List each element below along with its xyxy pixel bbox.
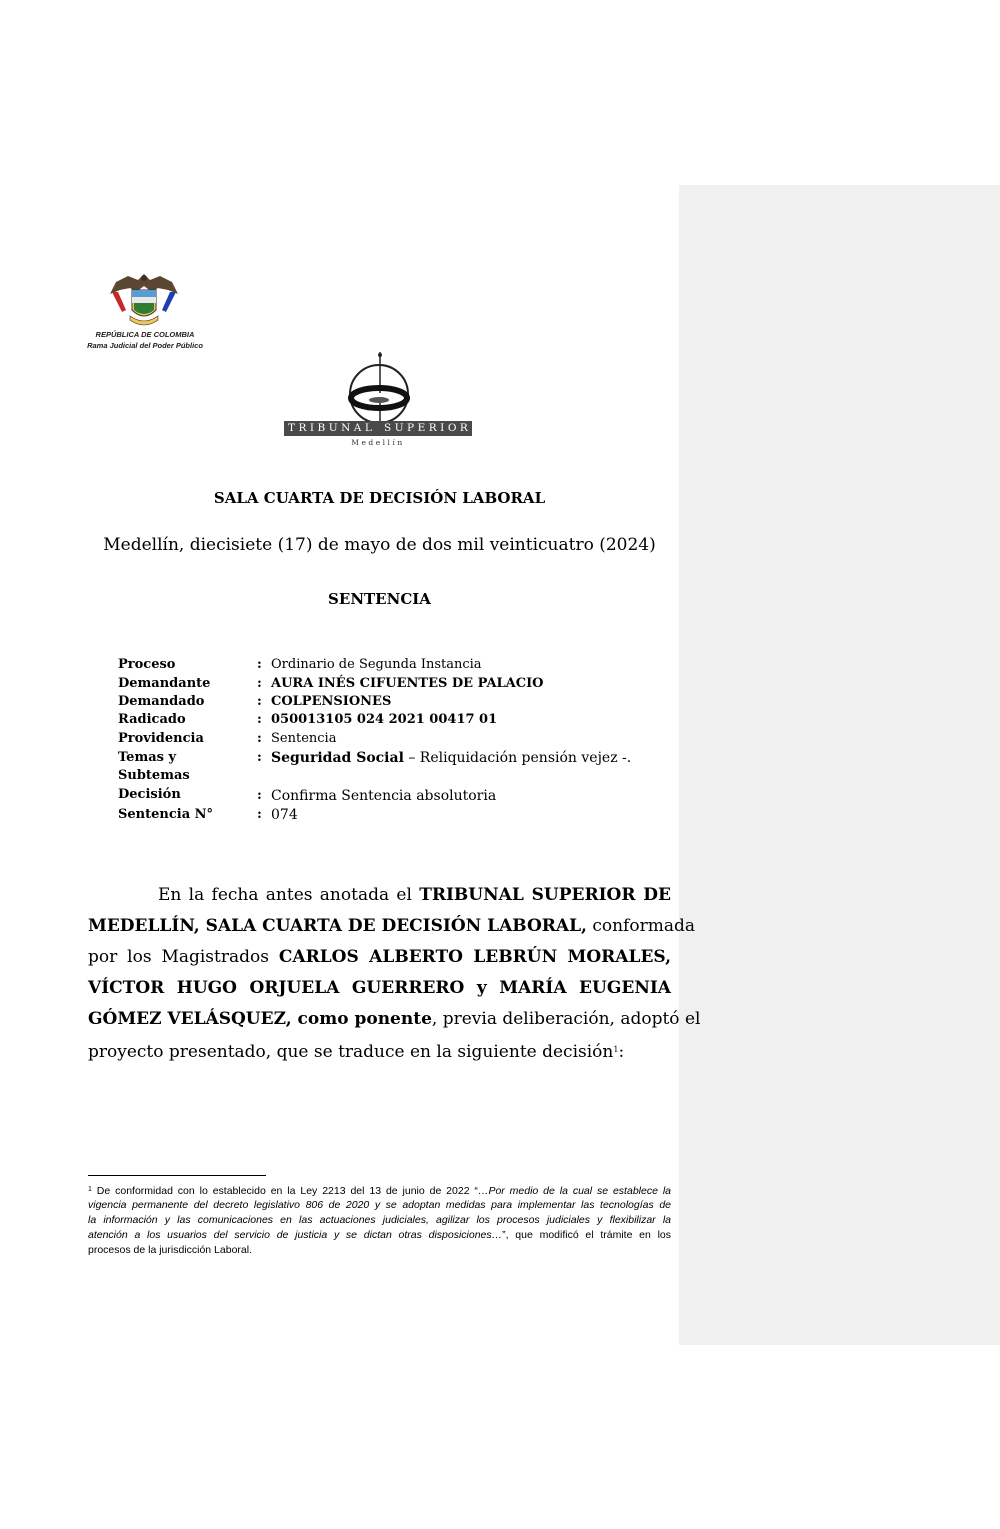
sala-heading: SALA CUARTA DE DECISIÓN LABORAL bbox=[213, 489, 546, 507]
paragraph-bold-text: MEDELLÍN, SALA CUARTA DE DECISIÓN LABORAL, bbox=[88, 916, 587, 936]
tribunal-city: Medellín bbox=[351, 438, 405, 447]
footnote-reference[interactable]: 1 bbox=[613, 1045, 619, 1054]
paragraph-text: conformada bbox=[586, 916, 695, 936]
info-value: 050013105 024 2021 00417 01 bbox=[271, 712, 498, 727]
info-colon: : bbox=[257, 657, 262, 672]
footnote-text: ”, que modificó el trámite en los bbox=[502, 1229, 671, 1241]
paragraph-text: , previa deliberación, adoptó el bbox=[431, 1009, 701, 1029]
footnote-italic-text: …Por medio de la cual se establece la bbox=[477, 1185, 671, 1197]
tribunal-word-2: SUPERIOR bbox=[384, 422, 472, 434]
footnote-line bbox=[88, 1213, 671, 1227]
info-value: Ordinario de Segunda Instancia bbox=[271, 657, 482, 672]
paragraph-text: proyecto presentado, que se traduce en la siguiente decisión bbox=[88, 1042, 614, 1062]
paragraph-bold-text: TRIBUNAL SUPERIOR DE bbox=[419, 885, 671, 905]
footnote-italic-text: atención a los usuarios del servicio de justicia y se dictan otras disposiciones… bbox=[88, 1229, 503, 1241]
info-label: Decisión bbox=[118, 787, 181, 802]
info-value: COLPENSIONES bbox=[271, 694, 392, 709]
tribunal-superior-emblem-icon bbox=[343, 352, 413, 424]
info-value: AURA INÉS CIFUENTES DE PALACIO bbox=[271, 676, 544, 691]
info-label: Demandado bbox=[118, 694, 205, 709]
info-label: Subtemas bbox=[118, 768, 190, 783]
judicial-branch-name: Rama Judicial del Poder Público bbox=[87, 341, 203, 350]
paragraph-bold-text: CARLOS ALBERTO LEBRÚN MORALES, bbox=[278, 947, 671, 967]
info-label: Sentencia N° bbox=[118, 807, 214, 822]
tribunal-name-bar bbox=[284, 421, 472, 436]
info-value bbox=[271, 749, 631, 767]
info-colon: : bbox=[257, 676, 262, 691]
info-colon: : bbox=[257, 750, 262, 765]
info-colon: : bbox=[257, 788, 262, 803]
footnote-line bbox=[88, 1228, 671, 1242]
footnote-text: De conformidad con lo establecido en la Ley 2213 del 13 de junio de 2022 “ bbox=[91, 1185, 478, 1197]
paragraph-line bbox=[88, 915, 695, 937]
footnote-line bbox=[88, 1183, 671, 1198]
info-value: Confirma Sentencia absolutoria bbox=[271, 788, 497, 804]
info-label: Radicado bbox=[118, 712, 186, 727]
comment-margin-pane bbox=[679, 185, 1000, 1345]
republic-name: REPÚBLICA DE COLOMBIA bbox=[95, 330, 195, 339]
info-colon: : bbox=[257, 807, 262, 822]
info-value: Sentencia bbox=[271, 731, 337, 746]
info-value: 074 bbox=[271, 807, 298, 823]
info-label: Temas y bbox=[118, 750, 177, 765]
paragraph-line bbox=[88, 1039, 671, 1063]
paragraph-text: por los Magistrados bbox=[88, 947, 279, 967]
footnote-line bbox=[88, 1198, 671, 1212]
paragraph-bold-text: VÍCTOR HUGO ORJUELA GUERRERO y MARÍA EUGENIA bbox=[88, 978, 671, 998]
paragraph-line bbox=[158, 884, 671, 906]
info-value-bold: Seguridad Social bbox=[271, 750, 404, 766]
footnote-line: procesos de la jurisdicción Laboral. bbox=[88, 1244, 253, 1256]
footnote-number: 1 bbox=[88, 1186, 92, 1193]
info-value-rest: – Reliquidación pensión vejez -. bbox=[403, 750, 632, 766]
paragraph-text: : bbox=[618, 1042, 625, 1062]
document-type-heading: SENTENCIA bbox=[328, 590, 431, 608]
info-colon: : bbox=[257, 731, 262, 746]
paragraph-line bbox=[88, 977, 671, 999]
paragraph-line bbox=[88, 1008, 701, 1030]
info-colon: : bbox=[257, 712, 262, 727]
footnote-italic-text: la información y las comunicaciones en las actuaciones judiciales, agilizar los procesos judiciales y flexibilizar la bbox=[88, 1214, 671, 1226]
info-label: Demandante bbox=[118, 676, 211, 691]
paragraph-line bbox=[88, 946, 671, 968]
info-label: Proceso bbox=[118, 657, 176, 672]
footnote-italic-text: vigencia permanente del decreto legislativo 806 de 2020 y se adoptan medidas para implementar las tecnologías de bbox=[88, 1199, 671, 1211]
colombia-coat-of-arms-icon bbox=[108, 272, 180, 330]
info-colon: : bbox=[257, 694, 262, 709]
paragraph-text: En la fecha antes anotada el bbox=[158, 885, 420, 905]
paragraph-bold-text: GÓMEZ VELÁSQUEZ, como ponente bbox=[88, 1009, 432, 1029]
info-label: Providencia bbox=[118, 731, 204, 746]
date-line: Medellín, diecisiete (17) de mayo de dos mil veinticuatro (2024) bbox=[103, 535, 656, 555]
footnote-separator bbox=[88, 1175, 266, 1176]
tribunal-word-1: TRIBUNAL bbox=[288, 422, 376, 434]
